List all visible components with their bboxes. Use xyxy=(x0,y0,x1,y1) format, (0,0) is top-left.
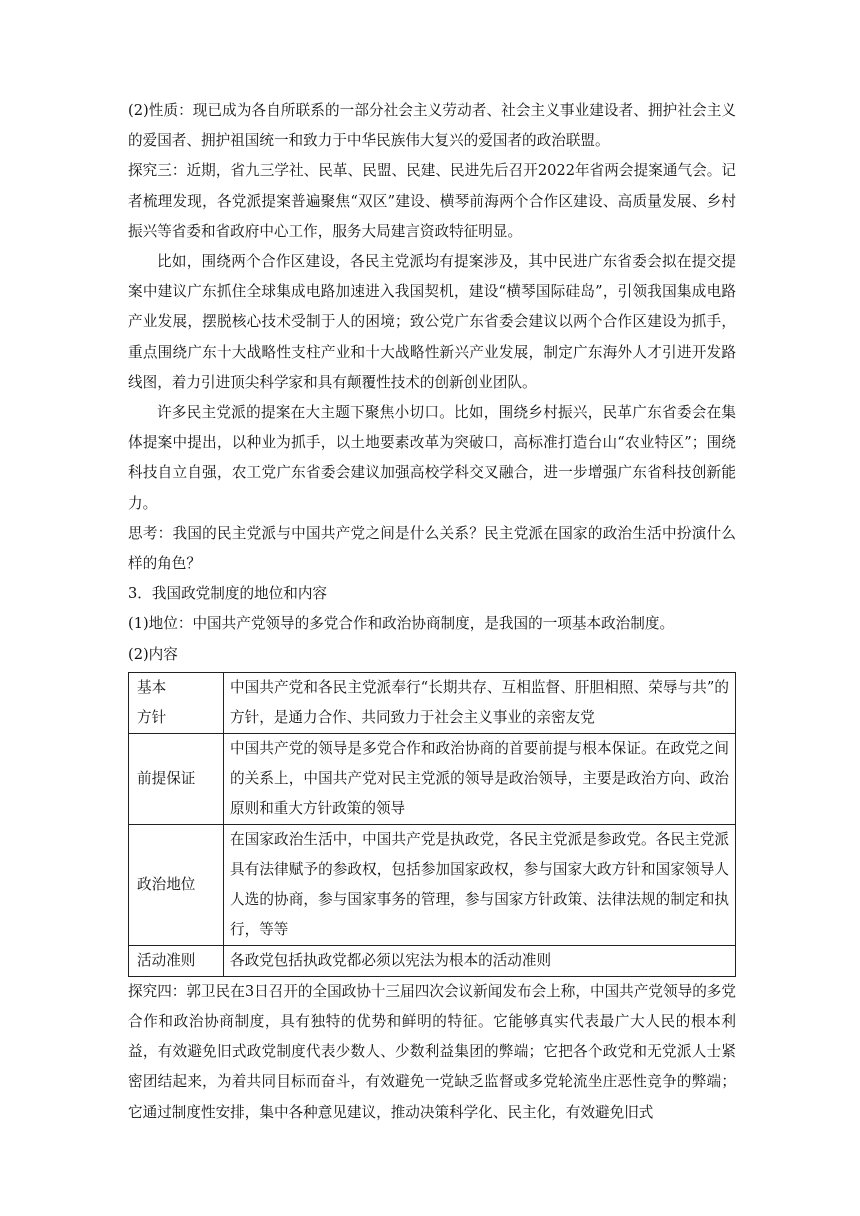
paragraph: (1)地位：中国共产党领导的多党合作和政治协商制度，是我国的一项基本政治制度。 xyxy=(128,615,675,633)
row-header: 基本 方针 xyxy=(129,672,224,733)
document-body-top xyxy=(128,96,736,670)
table-row xyxy=(129,733,736,824)
paragraph: 探究三：近期，省九三学社、民革、民盟、民建、民进先后召开2022年省两会提案通气会。记者梳理发现，各党派提案普遍聚焦“双区”建设、横琴前海两个合作区建设、高质量发展、乡村振兴等省委和省政府中心工作，服务大局建言资政特征明显。 xyxy=(128,162,736,240)
table-row xyxy=(129,945,736,976)
row-header: 活动准则 xyxy=(129,945,224,976)
paragraph: 比如，围绕两个合作区建设，各民主党派均有提案涉及，其中民进广东省委会拟在提交提案中建议广东抓住全球集成电路加速进入我国契机，建设“横琴国际硅岛”，引领我国集成电路产业发展，摆脱核心技术受制于人的困境；致公党广东省委会建议以两个合作区建设为抓手，重点围绕广东十大战略性支柱产业和十大战略性新兴产业发展，制定广东海外人才引进开发路线图，着力引进顶尖科学家和具有颠覆性技术的创新创业团队。 xyxy=(128,253,736,391)
section-heading: 3．我国政党制度的地位和内容 xyxy=(128,585,328,603)
row-content: 中国共产党的领导是多党合作和政治协商的首要前提与根本保证。在政党之间的关系上，中国共产党对民主党派的领导是政治领导，主要是政治方向、政治原则和重大方针政策的领导 xyxy=(224,733,736,824)
row-content: 在国家政治生活中，中国共产党是执政党，各民主党派是参政党。各民主党派具有法律赋予的参政权，包括参加国家政权，参与国家大政方针和国家领导人人选的协商，参与国家事务的管理，参与国家方针政策、法律法规的制定和执行，等等 xyxy=(224,824,736,945)
row-header: 政治地位 xyxy=(129,824,224,945)
table-row xyxy=(129,824,736,945)
document-page xyxy=(128,96,736,1128)
paragraph: 思考：我国的民主党派与中国共产党之间是什么关系？民主党派在国家的政治生活中扮演什么样的角色？ xyxy=(128,524,736,573)
table-row xyxy=(129,672,736,733)
row-content: 中国共产党和各民主党派奉行“长期共存、互相监督、肝胆相照、荣辱与共”的方针，是通力合作、共同致力于社会主义事业的亲密友党 xyxy=(224,672,736,733)
paragraph: 探究四：郭卫民在3日召开的全国政协十三届四次会议新闻发布会上称，中国共产党领导的多党合作和政治协商制度，具有独特的优势和鲜明的特征。它能够真实代表最广大人民的根本利益，有效避免旧式政党制度代表少数人、少数利益集团的弊端；它把各个政党和无党派人士紧密团结起来，为着共同目标而奋斗，有效避免一党缺乏监督或多党轮流坐庄恶性竞争的弊端；它通过制度性安排，集中各种意见建议，推动决策科学化、民主化，有效避免旧式 xyxy=(128,982,736,1121)
paragraph: (2)性质：现已成为各自所联系的一部分社会主义劳动者、社会主义事业建设者、拥护社会主义的爱国者、拥护祖国统一和致力于中华民族伟大复兴的爱国者的政治联盟。 xyxy=(128,102,736,150)
row-header: 前提保证 xyxy=(129,733,224,824)
row-content: 各政党包括执政党都必须以宪法为根本的活动准则 xyxy=(224,945,736,976)
paragraph: (2)内容 xyxy=(128,645,178,663)
document-body-bottom xyxy=(128,977,736,1128)
party-system-table xyxy=(128,672,736,977)
paragraph: 许多民主党派的提案在大主题下聚焦小切口。比如，围绕乡村振兴，民革广东省委会在集体提案中提出，以种业为抓手，以土地要素改革为突破口，高标准打造台山“农业特区”；围绕科技自立自强，农工党广东省委会建议加强高校学科交叉融合，进一步增强广东省科技创新能力。 xyxy=(128,404,736,512)
